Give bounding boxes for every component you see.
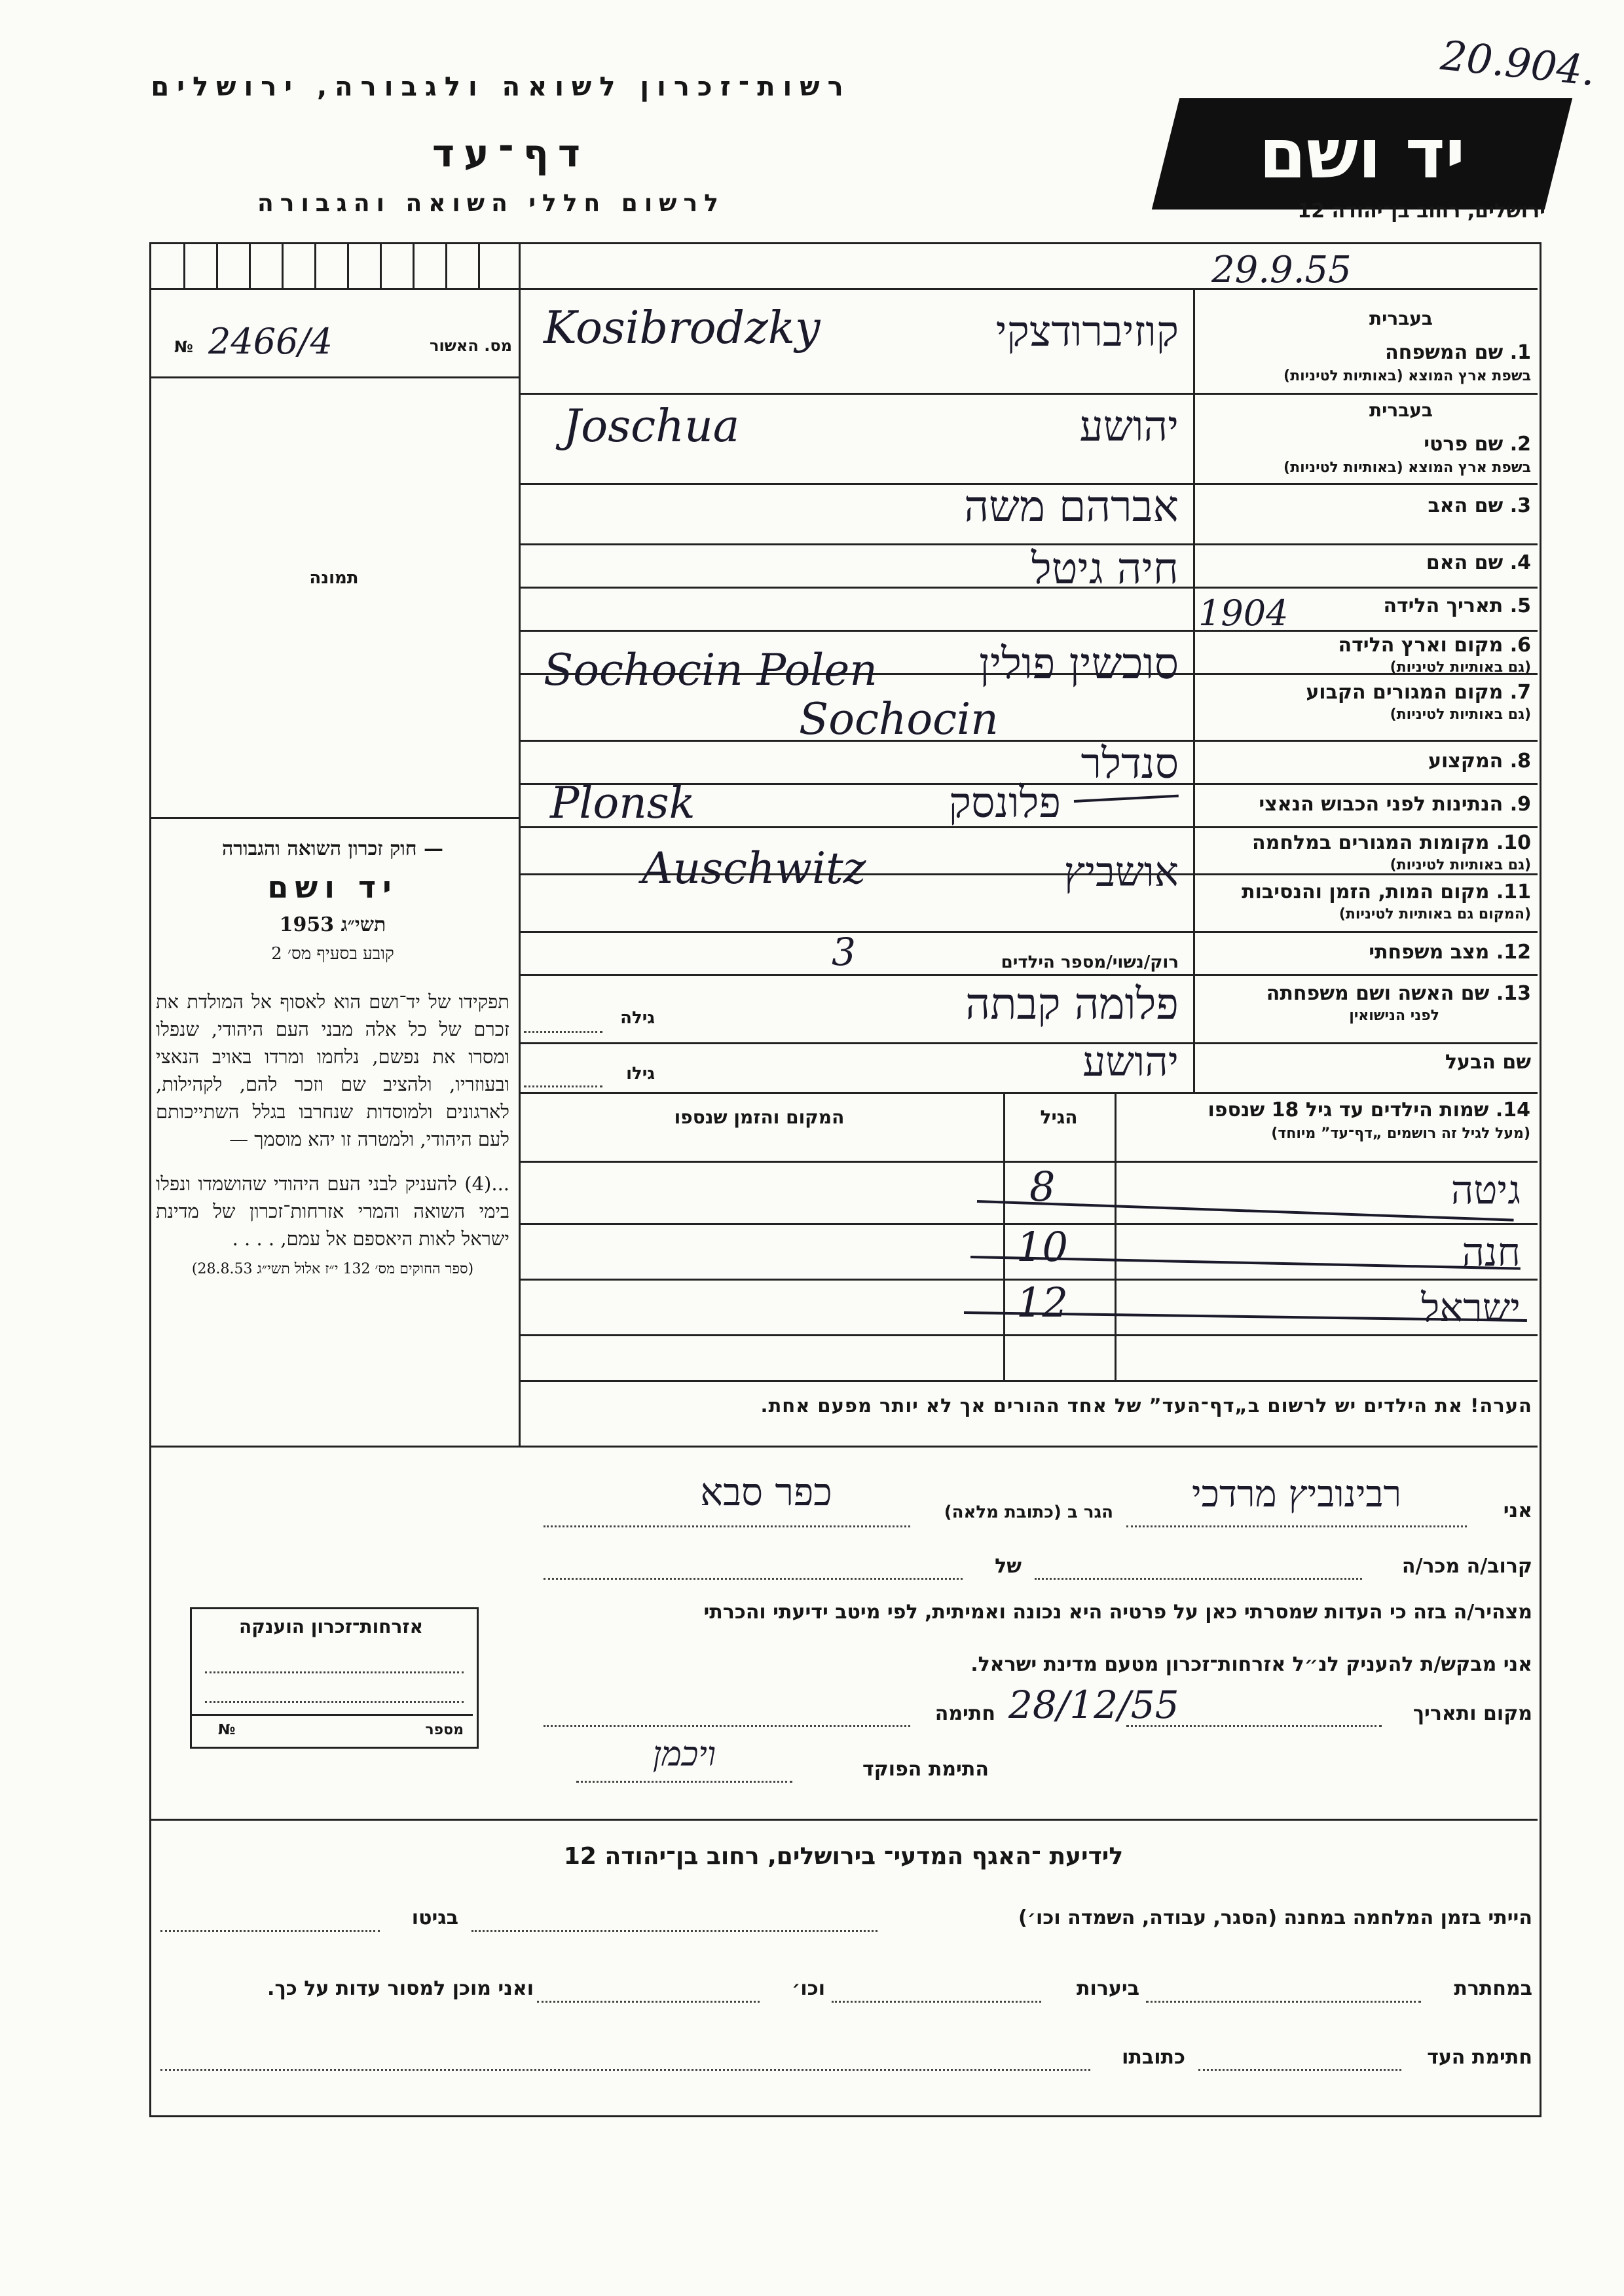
field-6-hebrew: סוכשין פולין (979, 638, 1179, 689)
officer-signature: ויכמן (652, 1735, 716, 1774)
citizenship-divider (192, 1714, 473, 1716)
footer-line-2b: ביערות (1077, 1977, 1139, 2000)
field-6-sub: (גם באותיות לטיניות) (1390, 659, 1531, 676)
record-number-label: מס. האשור (430, 337, 512, 355)
law-source: (ספר החוקים מס׳ 132 י״ז אלול תשי״ג 28.8.53) (191, 1261, 474, 1277)
of-line (544, 1578, 963, 1580)
husband-label: שם הבעל (1445, 1051, 1531, 1074)
child-name: חנה (1462, 1230, 1521, 1275)
declaration-statement: מצהיר/ה בזה כי העדות שמסרתי כאן על פרטיה היא נכונה ואמיתית, לפי מיטב ידיעתי והכרתי (703, 1601, 1532, 1624)
field-10-label: 10. מקומות המגורים במלחמה (1252, 831, 1531, 854)
footer-line-3-fill (1198, 2069, 1401, 2071)
field-13-label: 13. שם האשה ושם משפחתה (1266, 982, 1531, 1005)
place-date-label: מקום ותאריך (1412, 1702, 1532, 1725)
field-1-label: 1. שם המשפחה (1385, 341, 1531, 364)
field-2-labels (1198, 399, 1531, 476)
age-label-male: גילו (626, 1064, 655, 1084)
date-value: 28/12/55 (1008, 1683, 1179, 1727)
row-line (519, 931, 1538, 933)
resides-label: הגר ב (כתובת מלאה) (944, 1503, 1113, 1522)
age-female-line (524, 1031, 602, 1033)
law-year: תשי״ג 1953 (279, 913, 386, 936)
footer-line-2c: וכו׳ (792, 1977, 825, 2000)
children-heading (1118, 1099, 1530, 1142)
field-2-label: 2. שם פרטי (1424, 433, 1531, 456)
row-line (519, 630, 1538, 632)
form-subtitle: לרשום חללי השואה והגבורה (257, 190, 725, 217)
field-11-label: 11. מקום המות, הזמן והנסיבות (1242, 881, 1531, 903)
logo-text: יד ושם (1259, 114, 1466, 194)
declarant-line (1126, 1525, 1467, 1527)
field-9-label: 9. הנתינות לפני הכבוש הנאצי (1259, 793, 1531, 816)
field-3-label: 3. שם האב (1428, 494, 1531, 517)
label-column-divider (1193, 288, 1195, 1092)
child-age: 12 (1016, 1279, 1068, 1326)
signature-label: חתימה (934, 1702, 995, 1725)
child-name: גיטה (1450, 1167, 1521, 1213)
field-11-latin: Auschwitz (642, 843, 866, 894)
officer-label: התימת הפוקד (862, 1758, 989, 1781)
citizenship-box (190, 1607, 479, 1749)
footer-line-2a: במחתרת (1454, 1977, 1532, 2000)
authority-line: רשות־זכרון לשואה ולגבורה, ירושלים (151, 72, 851, 102)
hebrew-label: בעברית (1369, 399, 1433, 421)
field-4-label: 4. שם האם (1426, 551, 1531, 574)
children-note: הערה! את הילדים יש לרשום ב„דף־העד” של אחד ההורים אך לא יותר מפעם אחת. (760, 1394, 1532, 1417)
date-stamp: 29.9.55 (1211, 249, 1352, 291)
archive-number: 20.904. (1438, 31, 1598, 96)
citizenship-line (205, 1671, 464, 1673)
footer-line-1b: בגיטו (411, 1906, 458, 1929)
signature-line (544, 1725, 910, 1727)
child-age: 10 (1016, 1223, 1068, 1271)
relative-line (1035, 1578, 1362, 1580)
column-age: הגיל (1040, 1106, 1078, 1128)
note-bottom-line (149, 1446, 1538, 1448)
footer-line-2-fill-3 (537, 2001, 760, 2003)
field-4-value: חיה גיטל (1031, 543, 1179, 594)
field-13-value: פלומה קבתה (965, 979, 1179, 1029)
field-6-labels (1198, 634, 1531, 676)
latin-sub: בשפת ארץ המוצא (באותיות לטיניות) (1283, 368, 1531, 384)
footer-line-2-fill (1146, 2001, 1421, 2003)
footer-line-1-fill-2 (160, 1930, 380, 1932)
field-1-hebrew: קוזיברודצקי (995, 308, 1179, 356)
record-number-value: 2466/4 (208, 321, 333, 362)
field-11-sub: (המקום גם באותיות לטיניות) (1338, 906, 1531, 922)
footer-line-3-fill-2 (160, 2069, 1090, 2071)
law-title: — חוק זכרון השואה והגבורה (222, 837, 443, 860)
field-1-labels (1198, 308, 1531, 384)
declaration-request: אני מבקש/ת להעניק לנ״ל אזרחות־זכרון מטעם מדינת ישראל. (970, 1653, 1532, 1676)
declaration-i-label: אני (1503, 1499, 1532, 1522)
field-3-value: אברהם משה (964, 481, 1179, 532)
footer-line-2-fill-2 (832, 2001, 1041, 2003)
declaration-bottom-line (149, 1819, 1538, 1821)
field-5-value: 1904 (1198, 592, 1289, 634)
latin-sub: בשפת ארץ המוצא (באותיות לטיניות) (1283, 460, 1531, 476)
field-2-latin: Joschua (563, 401, 740, 452)
field-10-sub: (גם באותיות לטיניות) (1390, 857, 1531, 873)
declarant-name: רבינוביץ מרדכי (1191, 1473, 1402, 1516)
field-12-label: 12. מצב משפחתי (1369, 941, 1531, 964)
photo-area (149, 378, 519, 816)
law-section: קובע בסעיף מס׳ 2 (271, 944, 394, 964)
field-9-hebrew: פלונסק (948, 779, 1061, 828)
citizenship-number-label: מספר (425, 1722, 464, 1738)
husband-value: יהושע (1082, 1038, 1179, 1085)
field-13-labels (1198, 982, 1531, 1024)
children-heading-sub: (מעל לגיל זה רושמים „דף־עד” מיוחד) (1271, 1125, 1530, 1142)
photo-label: תמונה (309, 568, 359, 588)
column-place: המקום והזמן שנספו (674, 1106, 845, 1128)
field-6-latin: Sochocin Polen (544, 645, 877, 695)
address-value: כפר סבא (700, 1470, 832, 1514)
photo-bottom-line (149, 817, 519, 819)
child-name: ישראל (1421, 1285, 1521, 1331)
field-7-sub: (גם באותיות לטיניות) (1390, 706, 1531, 723)
field-2-hebrew: יהושע (1079, 403, 1179, 451)
field-8-value: סנדלר (1080, 740, 1179, 788)
form-title: דף־עד (432, 131, 590, 175)
footer-line-1-fill (471, 1930, 877, 1932)
officer-line (576, 1781, 792, 1783)
relative-label: קרוב/ה מכר/ה (1401, 1555, 1532, 1578)
age-label-female: גילה (620, 1008, 655, 1028)
of-label: של (995, 1555, 1022, 1578)
footer-line-3b: כתובתו (1122, 2046, 1185, 2069)
citizenship-title: אזרחות־זכרון הוענקה (239, 1616, 423, 1637)
address-line (544, 1525, 910, 1527)
law-paragraph-2: ...(4) להעניק לבני העם היהודי שהושמדו ונפלו בימי השואה והמרי אזרחות־זכרון של מדינת ישראל לאות היאספם אל עמם, . . . . (156, 1173, 509, 1250)
row-line (519, 974, 1538, 976)
citizenship-number-sign: № (218, 1722, 236, 1738)
child-age: 8 (1029, 1163, 1056, 1211)
footer-heading: לידיעת ־האגף המדעי־ בירושלים, רחוב בן־יהודה 12 (563, 1843, 1124, 1870)
hebrew-label: בעברית (1369, 308, 1433, 329)
footer-line-3a: חתימת העד (1427, 2046, 1532, 2069)
yad-vashem-logo (1152, 98, 1572, 210)
field-7-label: 7. מקום המגורים הקבוע (1306, 681, 1531, 704)
footer-line-2d: ואני מוכן למסור עדות על כך. (267, 1977, 534, 2000)
law-block (156, 835, 509, 1280)
field-10-labels (1198, 831, 1531, 873)
children-heading-text: 14. שמות הילדים עד גיל 18 שנספו (1208, 1099, 1530, 1121)
address-line: ירושלים, רחוב בן־יהודה 12 (1297, 200, 1545, 223)
field-8-label: 8. המקצוע (1428, 750, 1531, 773)
law-paragraph-1: תפקידו של יד־ושם הוא לאסוף אל המולדת את זכרם של כל אלה מבני העם היהודי, שנפלו ומסרו את נפשם, נלחמו ומרדו באויב הנאצי ובעוזריו, ולהציב שם וזכר להם, לקהילות, לארגונים ולמוסדות שנחרבו בגלל השתייכותם לעם היהודי, ולמטרה זו יהא מוסמך — (156, 991, 509, 1150)
field-9-latin: Plonsk (550, 778, 695, 828)
citizenship-line (205, 1701, 464, 1703)
law-name: יד ושם (267, 869, 398, 905)
field-11-hebrew: אושביץ (1063, 848, 1179, 896)
field-12-options: רוק/נשוי/מספר הילדים (1001, 953, 1179, 972)
age-male-line (524, 1085, 602, 1087)
record-number-prefix: № (174, 338, 193, 356)
row-line (519, 393, 1538, 395)
field-1-latin: Kosibrodzky (544, 302, 821, 354)
footer-line-1a: הייתי בזמן המלחמה במחנה (הסגר, עבודה, השמדה וכו׳) (1018, 1906, 1532, 1929)
field-7-latin: Sochocin (799, 694, 999, 744)
record-number-row (156, 321, 512, 373)
field-5-label: 5. תאריך הלידה (1383, 594, 1531, 617)
field-6-label: 6. מקום וארץ הלידה (1338, 634, 1531, 657)
field-7-labels (1198, 681, 1531, 723)
field-12-value: 3 (832, 930, 856, 974)
field-11-labels (1198, 881, 1531, 922)
field-13-sub: לפני הנישואין (1349, 1008, 1439, 1024)
children-table (519, 1092, 1538, 1380)
